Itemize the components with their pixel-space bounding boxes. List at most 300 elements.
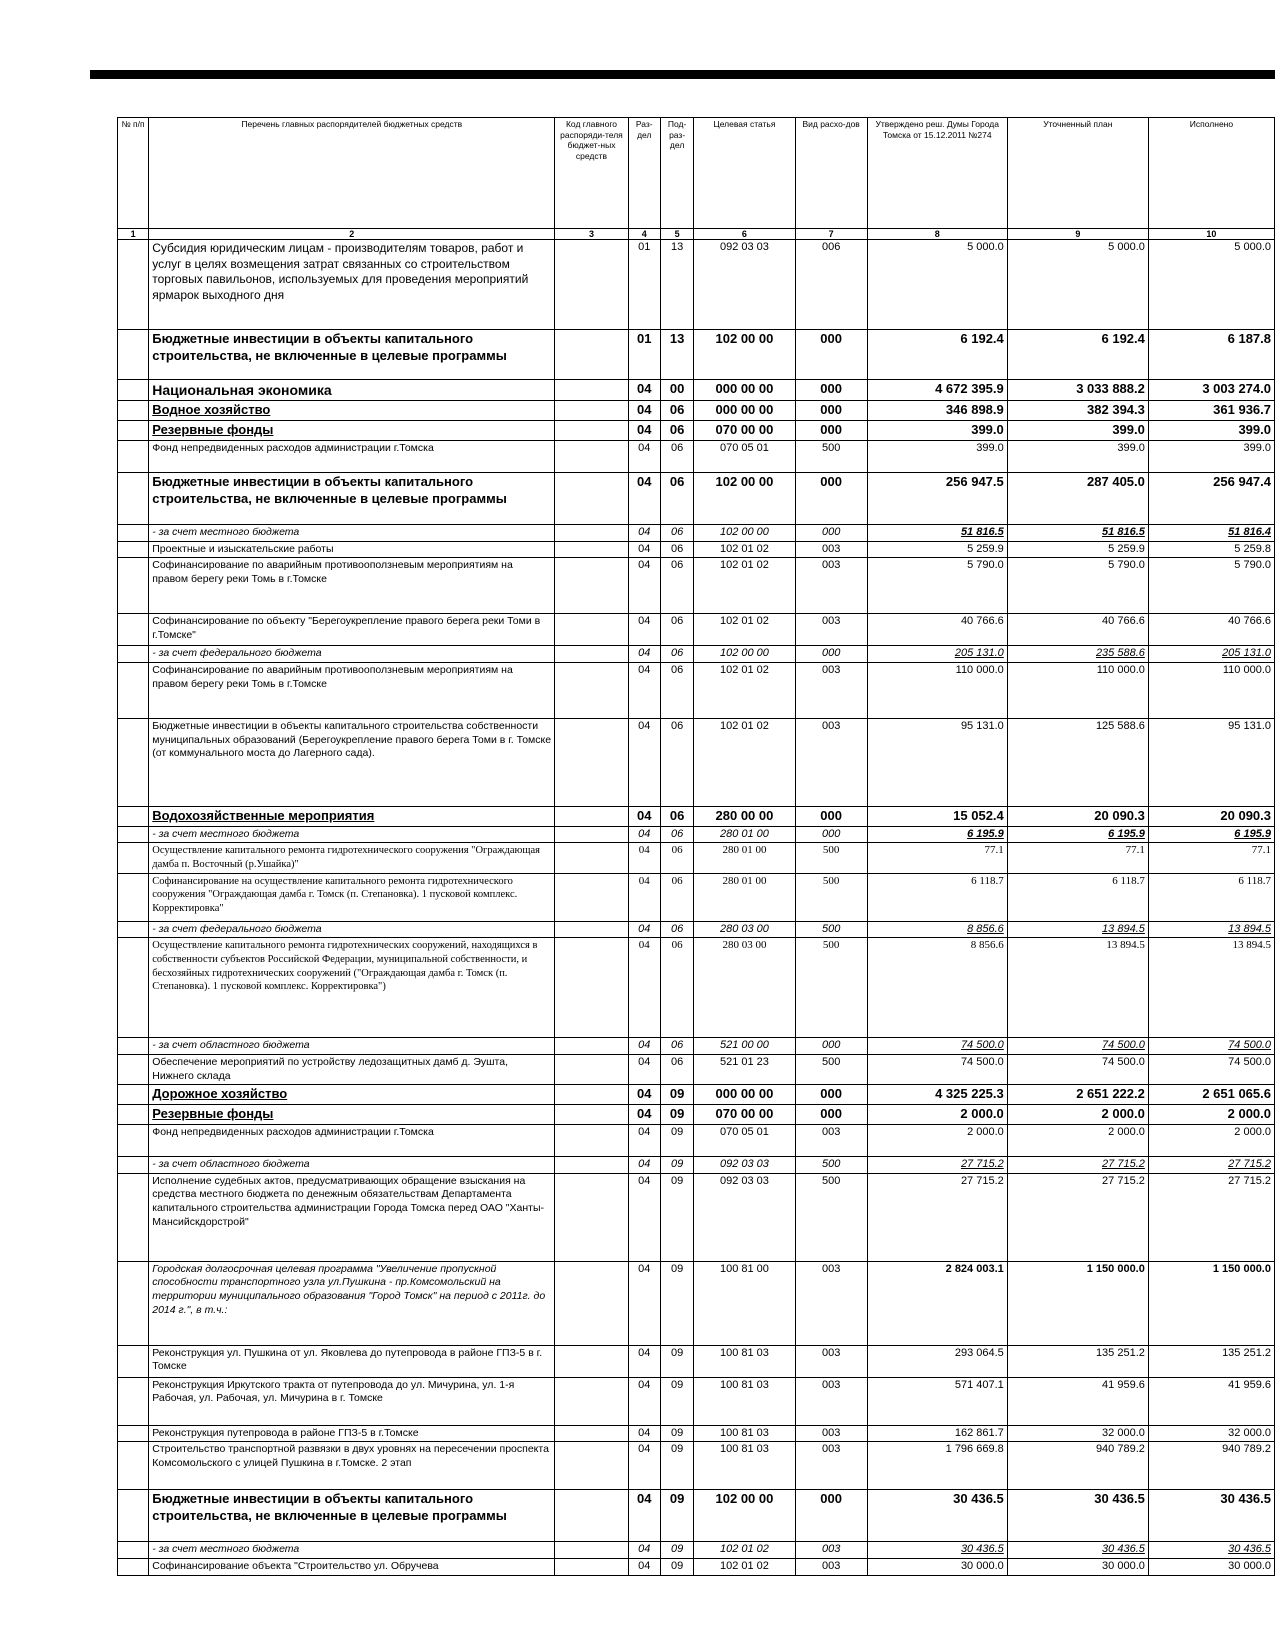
row-name: Фонд непредвиденных расходов администрации г.Томска <box>149 440 555 472</box>
row-number-cell <box>118 1125 149 1157</box>
row-executed: 95 131.0 <box>1148 718 1274 806</box>
row-expense-type: 006 <box>795 240 867 330</box>
col-num-3: 3 <box>555 229 628 240</box>
row-revised-plan: 40 766.6 <box>1007 614 1148 646</box>
row-name: Фонд непредвиденных расходов администрации г.Томска <box>149 1125 555 1157</box>
row-executed: 2 000.0 <box>1148 1125 1274 1157</box>
row-number-cell <box>118 421 149 441</box>
row-expense-type: 000 <box>795 330 867 380</box>
row-target-article: 280 03 00 <box>694 938 795 1038</box>
header-expense-type: Вид расхо-дов <box>795 118 867 229</box>
row-name: Субсидия юридическим лицам - производителям товаров, работ и услуг в целях возмещения затрат связанных со строительством торговых павильонов, используемых для проведения мероприятий ярмарок выходного дня <box>149 240 555 330</box>
row-manager-code <box>555 1038 628 1055</box>
row-number-cell <box>118 330 149 380</box>
table-row <box>118 1490 1275 1542</box>
row-target-article: 280 01 00 <box>694 826 795 843</box>
header-name: Перечень главных распорядителей бюджетных средств <box>149 118 555 229</box>
row-manager-code <box>555 646 628 663</box>
row-number-cell <box>118 921 149 938</box>
row-approved: 4 672 395.9 <box>867 380 1007 401</box>
table-row <box>118 662 1275 718</box>
table-row <box>118 401 1275 421</box>
row-subsection: 06 <box>660 558 693 614</box>
row-manager-code <box>555 826 628 843</box>
table-row <box>118 541 1275 558</box>
row-executed: 399.0 <box>1148 440 1274 472</box>
table-row <box>118 1558 1275 1575</box>
row-executed: 110 000.0 <box>1148 662 1274 718</box>
row-approved: 2 000.0 <box>867 1125 1007 1157</box>
row-revised-plan: 30 000.0 <box>1007 1558 1148 1575</box>
table-row <box>118 826 1275 843</box>
row-section: 04 <box>628 1345 660 1377</box>
row-expense-type: 000 <box>795 1038 867 1055</box>
row-executed: 41 959.6 <box>1148 1377 1274 1425</box>
row-number-cell <box>118 1442 149 1490</box>
row-number-cell <box>118 826 149 843</box>
row-section: 04 <box>628 662 660 718</box>
row-number-cell <box>118 380 149 401</box>
row-section: 04 <box>628 1038 660 1055</box>
row-approved: 6 195.9 <box>867 826 1007 843</box>
row-name: Бюджетные инвестиции в объекты капитального строительства, не включенные в целевые программы <box>149 330 555 380</box>
row-name: - за счет областного бюджета <box>149 1038 555 1055</box>
row-section: 04 <box>628 401 660 421</box>
row-name: - за счет местного бюджета <box>149 1542 555 1559</box>
row-revised-plan: 30 436.5 <box>1007 1542 1148 1559</box>
row-subsection: 09 <box>660 1542 693 1559</box>
row-approved: 399.0 <box>867 440 1007 472</box>
column-number-row <box>118 229 1275 240</box>
row-target-article: 102 01 02 <box>694 614 795 646</box>
row-name: Резервные фонды <box>149 1105 555 1125</box>
row-manager-code <box>555 843 628 873</box>
row-number-cell <box>118 1558 149 1575</box>
row-section: 04 <box>628 1425 660 1442</box>
row-name: Софинансирование по аварийным противооползневым мероприятиям на правом берегу реки Томь в г.Томске <box>149 662 555 718</box>
table-row <box>118 1261 1275 1345</box>
row-approved: 5 790.0 <box>867 558 1007 614</box>
row-executed: 135 251.2 <box>1148 1345 1274 1377</box>
row-manager-code <box>555 1542 628 1559</box>
row-number-cell <box>118 541 149 558</box>
table-row <box>118 646 1275 663</box>
row-expense-type: 003 <box>795 1442 867 1490</box>
row-approved: 1 796 669.8 <box>867 1442 1007 1490</box>
page-top-rule <box>90 70 1275 79</box>
row-subsection: 09 <box>660 1442 693 1490</box>
row-manager-code <box>555 1054 628 1084</box>
row-subsection: 06 <box>660 873 693 921</box>
row-approved: 346 898.9 <box>867 401 1007 421</box>
row-approved: 399.0 <box>867 421 1007 441</box>
row-manager-code <box>555 806 628 826</box>
row-executed: 5 790.0 <box>1148 558 1274 614</box>
row-approved: 40 766.6 <box>867 614 1007 646</box>
row-approved: 6 192.4 <box>867 330 1007 380</box>
row-section: 04 <box>628 541 660 558</box>
header-executed: Исполнено <box>1148 118 1274 229</box>
row-manager-code <box>555 662 628 718</box>
row-manager-code <box>555 440 628 472</box>
row-target-article: 102 01 02 <box>694 558 795 614</box>
row-target-article: 000 00 00 <box>694 401 795 421</box>
row-number-cell <box>118 1054 149 1084</box>
row-subsection: 09 <box>660 1377 693 1425</box>
row-approved: 30 436.5 <box>867 1542 1007 1559</box>
table-row <box>118 421 1275 441</box>
row-name: Бюджетные инвестиции в объекты капитального строительства собственности муниципальных образований (Берегоукрепление правого берега Томи в г. Томске (от коммунального моста до Лагерного сада). <box>149 718 555 806</box>
row-manager-code <box>555 938 628 1038</box>
row-section: 04 <box>628 524 660 541</box>
row-name: - за счет областного бюджета <box>149 1157 555 1174</box>
row-revised-plan: 77.1 <box>1007 843 1148 873</box>
row-expense-type: 003 <box>795 1558 867 1575</box>
row-expense-type: 000 <box>795 524 867 541</box>
row-subsection: 06 <box>660 806 693 826</box>
row-approved: 110 000.0 <box>867 662 1007 718</box>
row-manager-code <box>555 330 628 380</box>
row-section: 04 <box>628 1490 660 1542</box>
row-number-cell <box>118 1038 149 1055</box>
row-expense-type: 000 <box>795 826 867 843</box>
row-subsection: 06 <box>660 718 693 806</box>
row-executed: 13 894.5 <box>1148 938 1274 1038</box>
header-section: Раз-дел <box>628 118 660 229</box>
row-manager-code <box>555 558 628 614</box>
row-section: 04 <box>628 1054 660 1084</box>
row-approved: 205 131.0 <box>867 646 1007 663</box>
row-executed: 6 187.8 <box>1148 330 1274 380</box>
row-executed: 74 500.0 <box>1148 1038 1274 1055</box>
row-target-article: 102 01 02 <box>694 541 795 558</box>
row-approved: 256 947.5 <box>867 472 1007 524</box>
row-subsection: 06 <box>660 826 693 843</box>
row-expense-type: 000 <box>795 421 867 441</box>
table-row <box>118 1038 1275 1055</box>
row-executed: 27 715.2 <box>1148 1173 1274 1261</box>
row-revised-plan: 1 150 000.0 <box>1007 1261 1148 1345</box>
row-expense-type: 500 <box>795 938 867 1038</box>
row-section: 04 <box>628 1173 660 1261</box>
row-expense-type: 000 <box>795 1490 867 1542</box>
row-number-cell <box>118 1345 149 1377</box>
row-manager-code <box>555 718 628 806</box>
row-section: 01 <box>628 330 660 380</box>
row-executed: 940 789.2 <box>1148 1442 1274 1490</box>
row-approved: 74 500.0 <box>867 1054 1007 1084</box>
row-revised-plan: 110 000.0 <box>1007 662 1148 718</box>
table-row <box>118 440 1275 472</box>
row-expense-type: 003 <box>795 662 867 718</box>
row-executed: 256 947.4 <box>1148 472 1274 524</box>
row-number-cell <box>118 662 149 718</box>
row-target-article: 100 81 03 <box>694 1425 795 1442</box>
header-subsection: Под-раз-дел <box>660 118 693 229</box>
row-approved: 77.1 <box>867 843 1007 873</box>
row-executed: 30 436.5 <box>1148 1542 1274 1559</box>
table-row <box>118 614 1275 646</box>
row-target-article: 102 00 00 <box>694 524 795 541</box>
row-executed: 6 118.7 <box>1148 873 1274 921</box>
row-subsection: 06 <box>660 843 693 873</box>
row-manager-code <box>555 401 628 421</box>
row-revised-plan: 2 000.0 <box>1007 1105 1148 1125</box>
row-number-cell <box>118 1425 149 1442</box>
row-number-cell <box>118 440 149 472</box>
row-approved: 162 861.7 <box>867 1425 1007 1442</box>
row-executed: 6 195.9 <box>1148 826 1274 843</box>
row-target-article: 521 01 23 <box>694 1054 795 1084</box>
col-num-5: 5 <box>660 229 693 240</box>
row-executed: 1 150 000.0 <box>1148 1261 1274 1345</box>
row-executed: 5 000.0 <box>1148 240 1274 330</box>
row-manager-code <box>555 1490 628 1542</box>
table-row <box>118 921 1275 938</box>
row-approved: 30 436.5 <box>867 1490 1007 1542</box>
row-subsection: 09 <box>660 1490 693 1542</box>
row-target-article: 280 00 00 <box>694 806 795 826</box>
row-target-article: 521 00 00 <box>694 1038 795 1055</box>
row-number-cell <box>118 806 149 826</box>
row-target-article: 102 01 02 <box>694 718 795 806</box>
header-row <box>118 118 1275 229</box>
row-target-article: 070 00 00 <box>694 421 795 441</box>
table-row <box>118 524 1275 541</box>
row-approved: 2 824 003.1 <box>867 1261 1007 1345</box>
row-executed: 51 816.4 <box>1148 524 1274 541</box>
row-approved: 27 715.2 <box>867 1173 1007 1261</box>
row-manager-code <box>555 380 628 401</box>
row-approved: 6 118.7 <box>867 873 1007 921</box>
row-name: Дорожное хозяйство <box>149 1085 555 1105</box>
col-num-9: 9 <box>1007 229 1148 240</box>
row-section: 04 <box>628 873 660 921</box>
row-expense-type: 500 <box>795 440 867 472</box>
row-name: Реконструкция ул. Пушкина от ул. Яковлева до путепровода в районе ГПЗ-5 в г. Томске <box>149 1345 555 1377</box>
row-subsection: 06 <box>660 938 693 1038</box>
row-name: Софинансирование на осуществление капитального ремонта гидротехнического сооружения "Ограждающая дамба г. Томск (п. Степановка). 1 пусковой комплекс. Корректировка" <box>149 873 555 921</box>
row-name: Осуществление капитального ремонта гидротехнического сооружения "Ограждающая дамба п. Восточный (р.Ушайка)" <box>149 843 555 873</box>
row-revised-plan: 3 033 888.2 <box>1007 380 1148 401</box>
row-subsection: 06 <box>660 646 693 663</box>
row-revised-plan: 2 651 222.2 <box>1007 1085 1148 1105</box>
row-section: 04 <box>628 440 660 472</box>
row-number-cell <box>118 1157 149 1174</box>
budget-table-container <box>117 117 1275 1576</box>
row-revised-plan: 940 789.2 <box>1007 1442 1148 1490</box>
row-target-article: 092 03 03 <box>694 240 795 330</box>
row-executed: 205 131.0 <box>1148 646 1274 663</box>
row-revised-plan: 27 715.2 <box>1007 1157 1148 1174</box>
row-subsection: 06 <box>660 1038 693 1055</box>
row-approved: 8 856.6 <box>867 921 1007 938</box>
row-expense-type: 500 <box>795 843 867 873</box>
row-approved: 293 064.5 <box>867 1345 1007 1377</box>
row-name: Национальная экономика <box>149 380 555 401</box>
row-manager-code <box>555 1425 628 1442</box>
row-target-article: 070 05 01 <box>694 1125 795 1157</box>
row-expense-type: 003 <box>795 558 867 614</box>
col-num-6: 6 <box>694 229 795 240</box>
row-name: Реконструкция путепровода в районе ГПЗ-5 в г.Томске <box>149 1425 555 1442</box>
row-revised-plan: 51 816.5 <box>1007 524 1148 541</box>
row-manager-code <box>555 1377 628 1425</box>
row-expense-type: 500 <box>795 1173 867 1261</box>
row-executed: 74 500.0 <box>1148 1054 1274 1084</box>
header-approved: Утверждено реш. Думы Города Томска от 15.12.2011 №274 <box>867 118 1007 229</box>
row-subsection: 06 <box>660 421 693 441</box>
row-subsection: 13 <box>660 240 693 330</box>
row-approved: 30 000.0 <box>867 1558 1007 1575</box>
table-row <box>118 718 1275 806</box>
row-section: 04 <box>628 843 660 873</box>
row-target-article: 102 01 02 <box>694 1558 795 1575</box>
row-revised-plan: 287 405.0 <box>1007 472 1148 524</box>
row-expense-type: 003 <box>795 1125 867 1157</box>
row-subsection: 06 <box>660 921 693 938</box>
row-manager-code <box>555 1442 628 1490</box>
table-row <box>118 1345 1275 1377</box>
row-expense-type: 000 <box>795 1105 867 1125</box>
row-manager-code <box>555 614 628 646</box>
row-target-article: 280 01 00 <box>694 843 795 873</box>
row-executed: 361 936.7 <box>1148 401 1274 421</box>
row-section: 04 <box>628 380 660 401</box>
row-executed: 399.0 <box>1148 421 1274 441</box>
row-section: 04 <box>628 718 660 806</box>
row-subsection: 06 <box>660 440 693 472</box>
row-manager-code <box>555 421 628 441</box>
row-number-cell <box>118 472 149 524</box>
row-executed: 20 090.3 <box>1148 806 1274 826</box>
row-target-article: 100 81 03 <box>694 1377 795 1425</box>
row-number-cell <box>118 1261 149 1345</box>
row-manager-code <box>555 1125 628 1157</box>
row-approved: 15 052.4 <box>867 806 1007 826</box>
header-number: № п/п <box>118 118 149 229</box>
row-executed: 30 000.0 <box>1148 1558 1274 1575</box>
row-section: 04 <box>628 558 660 614</box>
row-revised-plan: 2 000.0 <box>1007 1125 1148 1157</box>
row-executed: 13 894.5 <box>1148 921 1274 938</box>
table-row <box>118 1054 1275 1084</box>
row-approved: 74 500.0 <box>867 1038 1007 1055</box>
row-section: 04 <box>628 1125 660 1157</box>
header-main-manager-code: Код главного распоряди-теля бюджет-ных средств <box>555 118 628 229</box>
row-number-cell <box>118 873 149 921</box>
row-subsection: 06 <box>660 524 693 541</box>
col-num-1: 1 <box>118 229 149 240</box>
row-revised-plan: 30 436.5 <box>1007 1490 1148 1542</box>
row-revised-plan: 13 894.5 <box>1007 938 1148 1038</box>
row-expense-type: 000 <box>795 380 867 401</box>
row-target-article: 280 01 00 <box>694 873 795 921</box>
row-target-article: 000 00 00 <box>694 1085 795 1105</box>
table-row <box>118 1542 1275 1559</box>
row-approved: 5 259.9 <box>867 541 1007 558</box>
row-revised-plan: 74 500.0 <box>1007 1054 1148 1084</box>
row-subsection: 09 <box>660 1105 693 1125</box>
row-executed: 30 436.5 <box>1148 1490 1274 1542</box>
row-expense-type: 003 <box>795 1345 867 1377</box>
row-section: 04 <box>628 1542 660 1559</box>
row-name: - за счет местного бюджета <box>149 524 555 541</box>
table-row <box>118 1425 1275 1442</box>
row-name: Водное хозяйство <box>149 401 555 421</box>
table-row <box>118 1085 1275 1105</box>
row-expense-type: 003 <box>795 1542 867 1559</box>
row-section: 04 <box>628 921 660 938</box>
budget-table <box>117 117 1275 1576</box>
row-subsection: 06 <box>660 614 693 646</box>
row-subsection: 06 <box>660 401 693 421</box>
row-manager-code <box>555 921 628 938</box>
row-revised-plan: 20 090.3 <box>1007 806 1148 826</box>
row-revised-plan: 5 259.9 <box>1007 541 1148 558</box>
row-name: Бюджетные инвестиции в объекты капитального строительства, не включенные в целевые программы <box>149 1490 555 1542</box>
table-row <box>118 843 1275 873</box>
table-row <box>118 240 1275 330</box>
row-name: - за счет местного бюджета <box>149 826 555 843</box>
row-name: Городская долгосрочная целевая программа "Увеличение пропускной способности транспортного узла ул.Пушкина - пр.Комсомольский на территории муниципального образования "Город Томск" на период с 2011г. до 2014 г.", в т.ч.: <box>149 1261 555 1345</box>
row-manager-code <box>555 1085 628 1105</box>
row-manager-code <box>555 1105 628 1125</box>
table-row <box>118 1173 1275 1261</box>
table-row <box>118 1157 1275 1174</box>
row-expense-type: 003 <box>795 718 867 806</box>
row-expense-type: 500 <box>795 1157 867 1174</box>
row-name: Обеспечение мероприятий по устройству ледозащитных дамб д. Эушта, Нижнего склада <box>149 1054 555 1084</box>
row-subsection: 09 <box>660 1085 693 1105</box>
row-section: 04 <box>628 1377 660 1425</box>
row-name: Исполнение судебных актов, предусматривающих обращение взыскания на средства местного бюджета по денежным обязательствам Департамента капитального строительства администрации Города Томска перед ОАО "Ханты-Мансийскдорстрой" <box>149 1173 555 1261</box>
header-target-article: Целевая статья <box>694 118 795 229</box>
row-subsection: 09 <box>660 1125 693 1157</box>
row-approved: 4 325 225.3 <box>867 1085 1007 1105</box>
row-executed: 77.1 <box>1148 843 1274 873</box>
row-executed: 32 000.0 <box>1148 1425 1274 1442</box>
row-target-article: 000 00 00 <box>694 380 795 401</box>
row-name: Водохозяйственные мероприятия <box>149 806 555 826</box>
row-manager-code <box>555 472 628 524</box>
row-target-article: 070 00 00 <box>694 1105 795 1125</box>
row-target-article: 070 05 01 <box>694 440 795 472</box>
row-executed: 40 766.6 <box>1148 614 1274 646</box>
row-revised-plan: 5 000.0 <box>1007 240 1148 330</box>
row-section: 04 <box>628 1558 660 1575</box>
row-section: 04 <box>628 826 660 843</box>
row-expense-type: 500 <box>795 921 867 938</box>
row-number-cell <box>118 1490 149 1542</box>
row-approved: 571 407.1 <box>867 1377 1007 1425</box>
row-expense-type: 003 <box>795 614 867 646</box>
row-revised-plan: 41 959.6 <box>1007 1377 1148 1425</box>
row-revised-plan: 235 588.6 <box>1007 646 1148 663</box>
col-num-8: 8 <box>867 229 1007 240</box>
table-row <box>118 330 1275 380</box>
row-section: 04 <box>628 1105 660 1125</box>
row-revised-plan: 399.0 <box>1007 421 1148 441</box>
row-approved: 2 000.0 <box>867 1105 1007 1125</box>
row-subsection: 06 <box>660 1054 693 1084</box>
row-expense-type: 000 <box>795 646 867 663</box>
row-name: Реконструкция Иркутского тракта от путепровода до ул. Мичурина, ул. 1-я Рабочая, ул. Рабочая, ул. Мичурина в г. Томске <box>149 1377 555 1425</box>
table-row <box>118 938 1275 1038</box>
row-revised-plan: 27 715.2 <box>1007 1173 1148 1261</box>
row-name: Софинансирование по аварийным противооползневым мероприятиям на правом берегу реки Томь в г.Томске <box>149 558 555 614</box>
table-row <box>118 806 1275 826</box>
